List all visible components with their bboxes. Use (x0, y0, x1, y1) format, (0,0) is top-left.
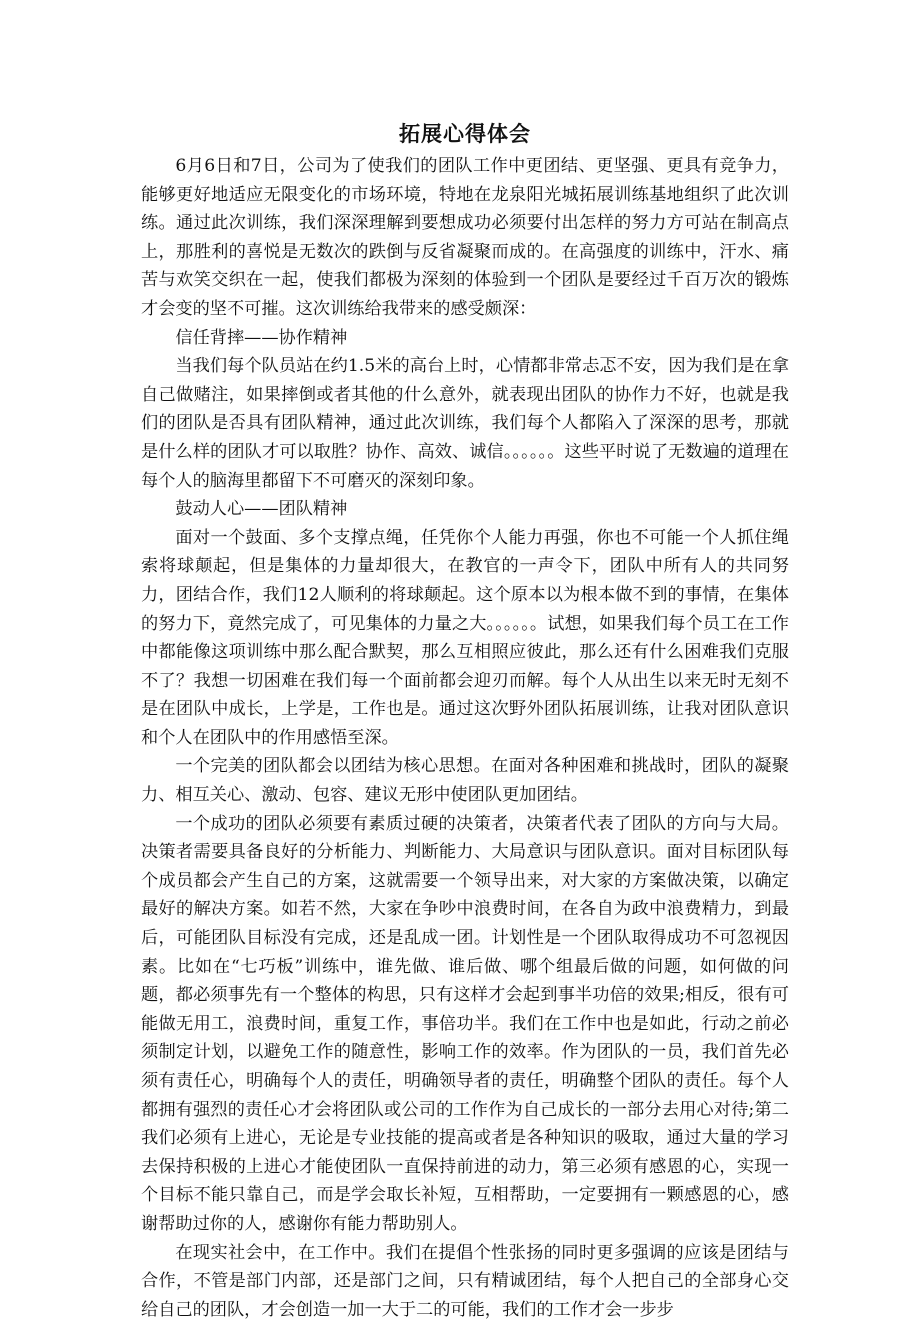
document-title: 拓展心得体会 (399, 122, 531, 146)
section-heading-trust-fall: 信任背摔——协作精神 (175, 327, 348, 348)
paragraph-trust-fall: 当我们每个队员站在约1.5米的高台上时，心情都非常忐忑不安，因为我们是在拿自己做赌注，如果摔倒或者其他的什么意外，就表现出团队的协作力不好，也就是我们的团队是否具有团队精神，通过此次训练，我们每个人都陷入了深深的思考，那就是什么样的团队才可以取胜？协作、高效、诚信。。。。。。这些平时说了无数遍的道理在每个人的脑海里都留下不可磨灭的深刻印象。 (141, 356, 789, 491)
paragraph-decision-maker: 一个成功的团队必须要有素质过硬的决策者，决策者代表了团队的方向与大局。决策者需要具备良好的分析能力、判断能力、大局意识与团队意识。面对目标团队每个成员都会产生自己的方案，这就需要一个领导出来，对大家的方案做决策，以确定最好的解决方案。如若不然，大家在争吵中浪费时间，在各自为政中浪费精力，到最后，可能团队目标没有完成，还是乱成一团。计划性是一个团队取得成功不可忽视因素。比如在“七巧板”训练中，谁先做、谁后做、哪个组最后做的问题，如何做的问题，都必须事先有一个整体的构思，只有这样才会起到事半功倍的效果;相反，很有可能做无用工，浪费时间，重复工作，事倍功半。我们在工作中也是如此，行动之前必须制定计划，以避免工作的随意性，影响工作的效率。作为团队的一员，我们首先必须有责任心，明确每个人的责任，明确领导者的责任，明确整个团队的责任。每个人都拥有强烈的责任心才会将团队或公司的工作作为自己成长的一部分去用心对待;第二我们必须有上进心，无论是专业技能的提高或者是各种知识的吸取，通过大量的学习去保持积极的上进心才能使团队一直保持前进的动力，第三必须有感恩的心，实现一个目标不能只靠自己，而是学会取长补短，互相帮助，一定要拥有一颗感恩的心，感谢帮助过你的人，感谢你有能力帮助别人。 (141, 813, 789, 1234)
section-heading-drum: 鼓动人心——团队精神 (175, 499, 348, 520)
paragraph-drum: 面对一个鼓面、多个支撑点绳，任凭你个人能力再强，你也不可能一个人抓住绳索将球颠起，但是集体的力量却很大，在教官的一声令下，团队中所有人的共同努力，团结合作，我们12人顺利的将球颠起。这个原本以为根本做不到的事情，在集体的努力下，竟然完成了，可见集体的力量之大。。。。。。试想，如果我们每个员工在工作中都能像这项训练中那么配合默契，那么互相照应彼此，那么还有什么困难我们克服不了？我想一切困难在我们每一个面前都会迎刃而解。每个人从出生以来无时无刻不是在团队中成长，上学是，工作也是。通过这次野外团队拓展训练，让我对团队意识和个人在团队中的作用感悟至深。 (141, 527, 789, 748)
document-page (141, 118, 789, 1324)
paragraph-intro: 6月6日和7日，公司为了使我们的团队工作中更团结、更坚强、更具有竞争力，能够更好地适应无限变化的市场环境，特地在龙泉阳光城拓展训练基地组织了此次训练。通过此次训练，我们深深理解到要想成功必须要付出怎样的努力方可站在制高点上，那胜利的喜悦是无数次的跌倒与反省凝聚而成的。在高强度的训练中，汗水、痛苦与欢笑交织在一起，使我们都极为深刻的体验到一个团队是要经过千百万次的锻炼才会变的坚不可摧。这次训练给我带来的感受颇深： (141, 156, 789, 319)
paragraph-society: 在现实社会中，在工作中。我们在提倡个性张扬的同时更多强调的应该是团结与合作，不管是部门内部，还是部门之间，只有精诚团结，每个人把自己的全部身心交给自己的团队，才会创造一加一大于二的可能，我们的工作才会一步步 (141, 1242, 789, 1320)
paragraph-unity: 一个完美的团队都会以团结为核心思想。在面对各种困难和挑战时，团队的凝聚力、相互关心、激动、包容、建议无形中使团队更加团结。 (141, 756, 789, 806)
